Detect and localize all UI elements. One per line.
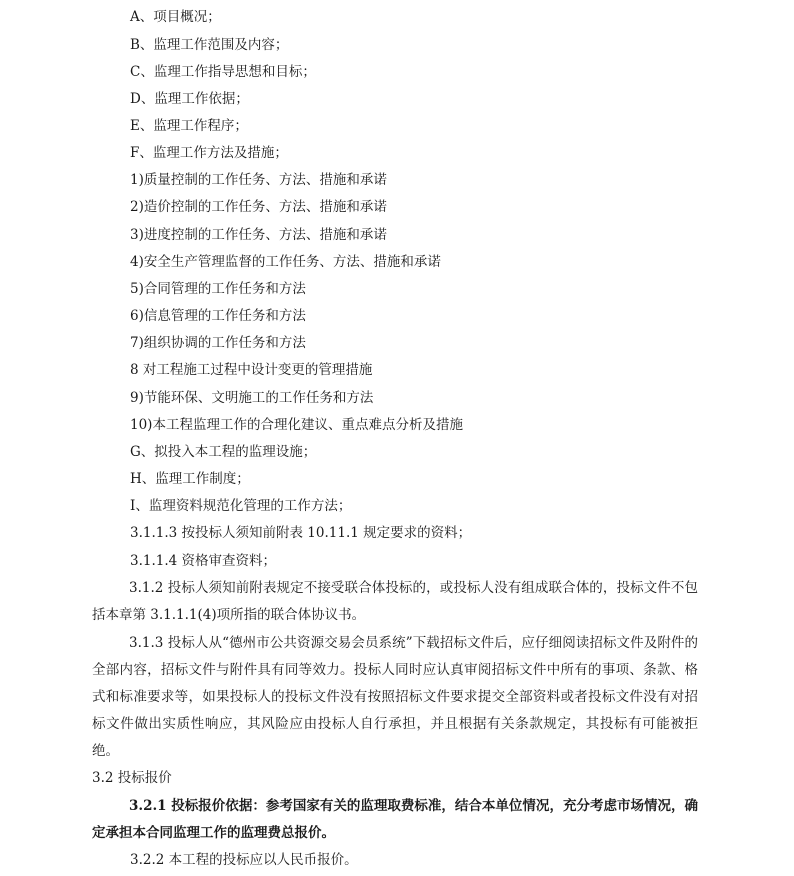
list-item: 10)本工程监理工作的合理化建议、重点难点分析及措施 xyxy=(130,417,463,433)
list-item: 3)进度控制的工作任务、方法、措施和承诺 xyxy=(130,227,387,243)
list-item: D、监理工作依据； xyxy=(130,91,249,107)
list-item: 1)质量控制的工作任务、方法、措施和承诺 xyxy=(130,172,387,188)
list-item: G、拟投入本工程的监理设施； xyxy=(130,444,317,460)
paragraph-3-2-1: 3.2.1 投标报价依据：参考国家有关的监理取费标准，结合本单位情况，充分考虑市场情况，确定承担本合同监理工作的监理费总报价。 xyxy=(92,798,698,841)
list-item: 3.1.1.3 按投标人须知前附表 10.11.1 规定要求的资料； xyxy=(130,525,472,541)
list-item: 5)合同管理的工作任务和方法 xyxy=(130,281,306,297)
list-item: C、监理工作指导思想和目标； xyxy=(130,64,316,80)
list-item: 4)安全生产管理监督的工作任务、方法、措施和承诺 xyxy=(130,254,441,270)
list-item: I、监理资料规范化管理的工作方法； xyxy=(130,498,352,514)
paragraph-3-2-2: 3.2.2 本工程的投标应以人民币报价。 xyxy=(130,852,358,868)
paragraph-3-1-3: 3.1.3 投标人从“德州市公共资源交易会员系统”下载招标文件后，应仔细阅读招标文件及附件的全部内容，招标文件与附件具有同等效力。投标人同时应认真审阅招标文件中所有的事项、条款、格式和标准要求等，如果投标人的投标文件没有按照招标文件要求提交全部资料或者投标文件没有对招标文件做出实质性响应，其风险应由投标人自行承担，并且根据有关条款规定，其投标有可能被拒绝。 xyxy=(92,635,698,759)
list-item: A、项目概况； xyxy=(130,9,221,25)
list-item: E、监理工作程序； xyxy=(130,118,248,134)
list-item: H、监理工作制度； xyxy=(130,471,250,487)
section-heading-3-2: 3.2 投标报价 xyxy=(92,770,172,786)
list-item: 7)组织协调的工作任务和方法 xyxy=(130,335,306,351)
list-item: F、监理工作方法及措施； xyxy=(130,145,288,161)
paragraph-3-1-2: 3.1.2 投标人须知前附表规定不接受联合体投标的，或投标人没有组成联合体的，投标文件不包括本章第 3.1.1.1(4)项所指的联合体协议书。 xyxy=(92,580,698,623)
list-item: B、监理工作范围及内容； xyxy=(130,37,289,53)
list-item: 6)信息管理的工作任务和方法 xyxy=(130,308,306,324)
list-item: 2)造价控制的工作任务、方法、措施和承诺 xyxy=(130,199,387,215)
list-item: 9)节能环保、文明施工的工作任务和方法 xyxy=(130,390,374,406)
list-item: 3.1.1.4 资格审查资料； xyxy=(130,553,277,569)
list-item: 8 对工程施工过程中设计变更的管理措施 xyxy=(130,362,373,378)
